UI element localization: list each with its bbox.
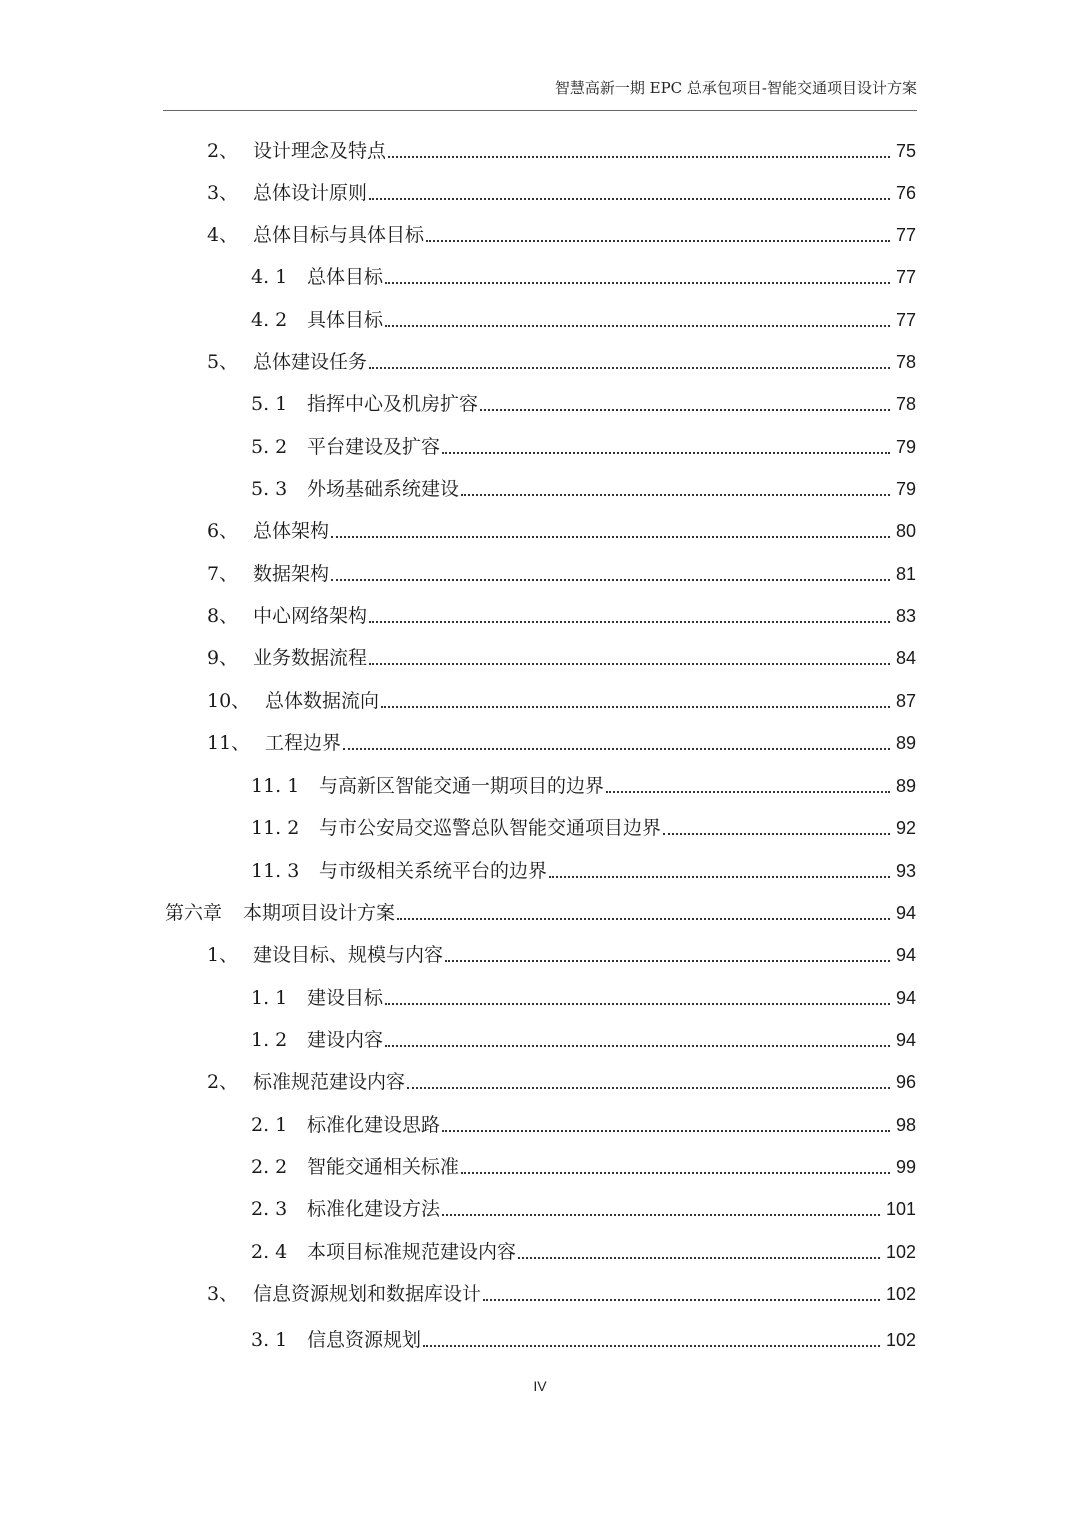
dot-leader (442, 1214, 880, 1216)
toc-entry-number: 7、 (207, 563, 239, 585)
toc-entry[interactable] (251, 382, 916, 418)
dot-leader (426, 240, 890, 242)
toc-entry-page: 79 (895, 479, 916, 499)
toc-entry[interactable] (251, 806, 916, 842)
toc-entry-title: 与市公安局交巡警总队智能交通项目边界 (319, 817, 662, 839)
toc-entry-page: 87 (895, 691, 916, 711)
toc-entry-title: 总体目标 (307, 266, 384, 288)
toc-entry-page: 77 (895, 310, 916, 330)
dot-leader (369, 367, 890, 369)
toc-entry-number: 4. 1 (251, 266, 288, 288)
dot-leader (369, 663, 890, 665)
dot-leader (369, 198, 890, 200)
toc-entry-number: 8、 (207, 605, 239, 627)
toc-entry-title: 平台建设及扩容 (307, 436, 441, 458)
toc-entry-page: 84 (895, 648, 916, 668)
toc-entry[interactable] (251, 976, 916, 1012)
toc-entry-number: 11. 3 (251, 860, 300, 882)
dot-leader (606, 791, 890, 793)
toc-entry-title: 总体设计原则 (253, 182, 368, 204)
toc-entry-title: 业务数据流程 (253, 647, 368, 669)
toc-entry[interactable] (207, 1272, 916, 1308)
toc-entry-title: 总体目标与具体目标 (253, 224, 425, 246)
toc-entry-page: 94 (895, 945, 916, 965)
dot-leader (369, 621, 890, 623)
toc-entry[interactable] (207, 340, 916, 376)
toc-entry[interactable] (207, 509, 916, 545)
toc-entry-number: 3、 (207, 1283, 239, 1305)
toc-entry[interactable] (251, 1018, 916, 1054)
dot-leader (385, 1045, 890, 1047)
toc-entry-title: 信息资源规划和数据库设计 (253, 1283, 482, 1305)
toc-entry-number: 10、 (207, 690, 251, 712)
toc-entry-title: 具体目标 (307, 309, 384, 331)
toc-entry-number: 3、 (207, 182, 239, 204)
dot-leader (343, 748, 890, 750)
toc-entry-number: 2. 3 (251, 1198, 288, 1220)
toc-entry-title: 外场基础系统建设 (307, 478, 460, 500)
toc-entry-number: 2. 4 (251, 1241, 288, 1263)
toc-entry-number: 1. 1 (251, 987, 288, 1009)
toc-entry[interactable] (207, 594, 916, 630)
toc-entry[interactable] (251, 1318, 916, 1354)
toc-entry-number: 11. 2 (251, 817, 300, 839)
toc-entry-title: 标准化建设思路 (307, 1114, 441, 1136)
toc-entry-number: 1. 2 (251, 1029, 288, 1051)
toc-entry-title: 建设目标 (307, 987, 384, 1009)
toc-entry[interactable] (165, 891, 916, 927)
toc-entry-number: 2、 (207, 140, 239, 162)
dot-leader (480, 409, 890, 411)
toc-entry[interactable] (251, 298, 916, 334)
toc-entry-page: 80 (895, 521, 916, 541)
toc-entry-title: 本项目标准规范建设内容 (307, 1241, 517, 1263)
toc-entry[interactable] (207, 129, 916, 165)
toc-entry-page: 81 (895, 564, 916, 584)
toc-entry-page: 98 (895, 1115, 916, 1135)
toc-entry[interactable] (207, 213, 916, 249)
toc-entry-number: 4、 (207, 224, 239, 246)
toc-entry-title: 总体数据流向 (265, 690, 380, 712)
toc-entry-title: 信息资源规划 (307, 1329, 422, 1351)
toc-entry[interactable] (251, 1145, 916, 1181)
toc-entry-number: 2、 (207, 1071, 239, 1093)
toc-entry-number: 6、 (207, 520, 239, 542)
document-title: 智慧高新一期 EPC 总承包项目-智能交通项目设计方案 (554, 79, 917, 97)
toc-entry-page: 101 (885, 1199, 916, 1219)
toc-entry-page: 93 (895, 861, 916, 881)
dot-leader (385, 325, 890, 327)
toc-entry[interactable] (207, 721, 916, 757)
dot-leader (331, 579, 890, 581)
toc-entry-number: 5、 (207, 351, 239, 373)
toc-entry-page: 76 (895, 183, 916, 203)
dot-leader (397, 918, 890, 920)
toc-entry-title: 总体建设任务 (253, 351, 368, 373)
dot-leader (461, 494, 890, 496)
dot-leader (385, 1003, 890, 1005)
toc-entry[interactable] (251, 1103, 916, 1139)
toc-entry-page: 83 (895, 606, 916, 626)
dot-leader (385, 282, 890, 284)
toc-entry[interactable] (251, 255, 916, 291)
toc-entry[interactable] (251, 1187, 916, 1223)
toc-entry[interactable] (207, 636, 916, 672)
toc-entry-page: 78 (895, 394, 916, 414)
toc-entry-number: 2. 1 (251, 1114, 288, 1136)
toc-entry-title: 设计理念及特点 (253, 140, 387, 162)
dot-leader (663, 833, 890, 835)
toc-entry-number: 5. 2 (251, 436, 288, 458)
toc-entry-number: 5. 1 (251, 393, 288, 415)
toc-entry-number: 11. 1 (251, 775, 300, 797)
toc-entry-page: 79 (895, 437, 916, 457)
toc-entry-page: 75 (895, 141, 916, 161)
toc-entry-title: 工程边界 (265, 732, 342, 754)
toc-entry[interactable] (207, 1060, 916, 1096)
toc-entry-title: 总体架构 (253, 520, 330, 542)
toc-entry-title: 指挥中心及机房扩容 (307, 393, 479, 415)
toc-entry-page: 78 (895, 352, 916, 372)
toc-entry-number: 9、 (207, 647, 239, 669)
toc-entry[interactable] (251, 425, 916, 461)
toc-entry-page: 102 (885, 1330, 916, 1350)
dot-leader (407, 1087, 890, 1089)
dot-leader (461, 1172, 890, 1174)
toc-entry-title: 智能交通相关标准 (307, 1156, 460, 1178)
toc-entry-title: 建设目标、规模与内容 (253, 944, 444, 966)
toc-entry[interactable] (207, 171, 916, 207)
toc-entry-title: 与市级相关系统平台的边界 (319, 860, 548, 882)
dot-leader (388, 156, 890, 158)
toc-entry-title: 数据架构 (253, 563, 330, 585)
toc-entry-page: 92 (895, 818, 916, 838)
dot-leader (518, 1257, 880, 1259)
toc-entry[interactable] (251, 467, 916, 503)
toc-entry-number: 11、 (207, 732, 251, 754)
toc-entry-page: 89 (895, 776, 916, 796)
toc-entry-number: 5. 3 (251, 478, 288, 500)
page-number: IV (533, 1378, 547, 1394)
toc-entry[interactable] (207, 552, 916, 588)
dot-leader (445, 960, 890, 962)
toc-entry[interactable] (251, 1230, 916, 1266)
toc-entry[interactable] (251, 849, 916, 885)
toc-entry-title: 与高新区智能交通一期项目的边界 (319, 775, 605, 797)
toc-entry-page: 99 (895, 1157, 916, 1177)
toc-entry[interactable] (207, 679, 916, 715)
toc-entry-page: 77 (895, 267, 916, 287)
toc-entry-title: 中心网络架构 (253, 605, 368, 627)
toc-entry-page: 94 (895, 903, 916, 923)
page-header (163, 76, 917, 111)
toc-entry-title: 建设内容 (307, 1029, 384, 1051)
toc-entry[interactable] (251, 764, 916, 800)
toc-entry-page: 94 (895, 1030, 916, 1050)
dot-leader (442, 1130, 890, 1132)
toc-entry-title: 本期项目设计方案 (243, 902, 396, 924)
toc-entry-number: 1、 (207, 944, 239, 966)
toc-entry-page: 89 (895, 733, 916, 753)
dot-leader (483, 1299, 880, 1301)
toc-entry-page: 102 (885, 1284, 916, 1304)
toc-entry-title: 标准化建设方法 (307, 1198, 441, 1220)
dot-leader (442, 452, 890, 454)
toc-entry-title: 标准规范建设内容 (253, 1071, 406, 1093)
dot-leader (423, 1345, 880, 1347)
toc-entry-page: 96 (895, 1072, 916, 1092)
toc-entry-number: 3. 1 (251, 1329, 288, 1351)
toc-entry-page: 94 (895, 988, 916, 1008)
toc-entry-number: 4. 2 (251, 309, 288, 331)
dot-leader (549, 876, 890, 878)
toc-entry-number: 2. 2 (251, 1156, 288, 1178)
toc-entry-page: 102 (885, 1242, 916, 1262)
dot-leader (381, 706, 890, 708)
toc-entry[interactable] (207, 933, 916, 969)
toc-entry-number: 第六章 (165, 902, 223, 924)
toc-entry-page: 77 (895, 225, 916, 245)
dot-leader (331, 536, 890, 538)
